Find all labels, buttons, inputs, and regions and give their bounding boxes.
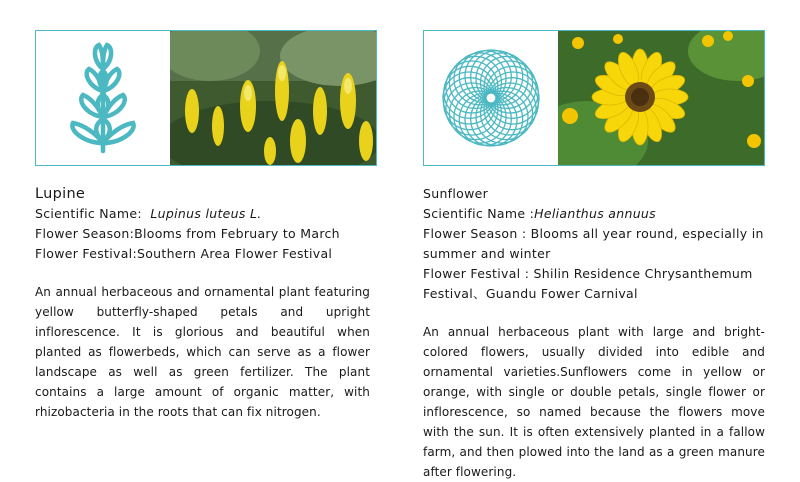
sunflower-description: An annual herbaceous plant with large and bright-colored flowers, usually divided into edible and ornamental varieties.Sunflowers come in yellow or orange, with single or double petals, single flower or inflorescence, so named because the flowers move with the sun. It is often extensively planted in a fallow farm, and then plowed into the land as a green manure after flowering. (423, 325, 765, 479)
sunflower-festival: Flower Festival : Shilin Residence Chrysanthemum Festival、Guandu Fower Carnival (423, 266, 753, 301)
scientific-label: Scientific Name: (35, 206, 142, 221)
lupine-photo (170, 31, 376, 165)
sunflower-photo (558, 31, 764, 165)
lupine-icon (36, 31, 170, 165)
lupine-info (35, 184, 385, 264)
lupine-season: Flower Season:Blooms from February to March (35, 226, 340, 241)
lupine-name: Lupine (35, 186, 86, 202)
lupine-description: An annual herbaceous and ornamental plant featuring yellow butterfly-shaped petals and upright inflorescence. It is glorious and beautiful when planted as flowerbeds, which can serve as a flower landscape as well as green fertilizer. The plant contains a large amount of organic matter, with rhizobacteria in the roots that can fix nitrogen. (35, 285, 370, 419)
sunflower-season: Flower Season : Blooms all year round, especially in summer and winter (423, 226, 764, 261)
lupine-scientific-name (35, 204, 385, 224)
sunflower-card (423, 30, 765, 166)
lupine-card (35, 30, 377, 166)
sunflower-name: Sunflower (423, 186, 489, 201)
sunflower-icon (424, 31, 558, 165)
scientific-value: Lupinus luteus L. (150, 206, 262, 221)
scientific-value: Helianthus annuus (534, 206, 656, 221)
sunflower-scientific-name (423, 204, 773, 224)
lupine-festival: Flower Festival:Southern Area Flower Festival (35, 246, 333, 261)
sunflower-info (423, 184, 773, 304)
scientific-label: Scientific Name : (423, 206, 535, 221)
